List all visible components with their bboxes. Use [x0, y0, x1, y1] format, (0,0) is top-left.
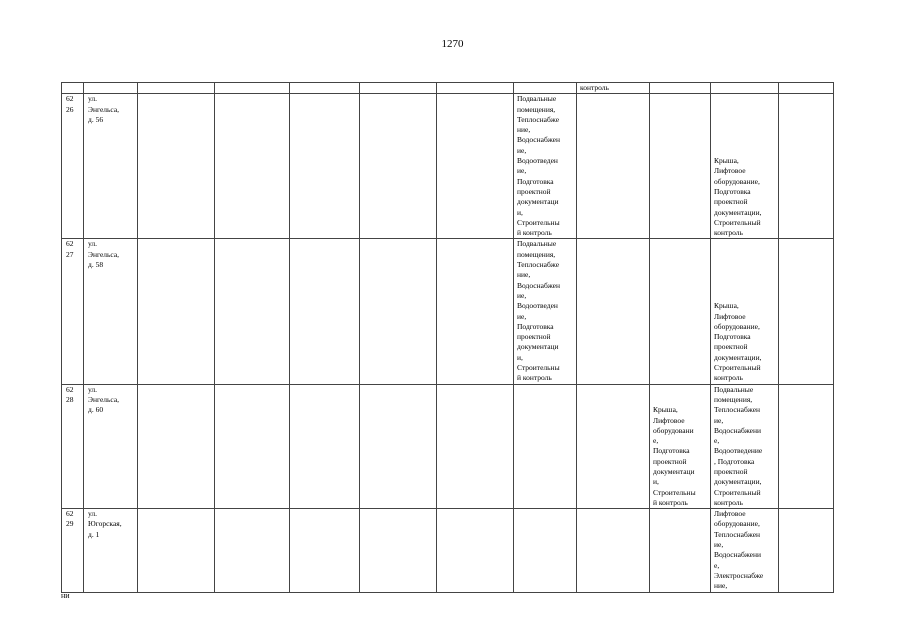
cell-work-list: Подвальные помещения, Теплоснабжен ие, Водоснабжени е, Водоотведение , Подготовка проектной документации, Строительный контроль: [711, 384, 779, 509]
cell-work-list: [514, 509, 577, 592]
table-row-continuation: [62, 83, 834, 94]
address-cell: ул. Энгельса, д. 60: [84, 384, 138, 509]
footer-note: ни: [61, 591, 70, 600]
cell-work-list: Крыша, Лифтовое оборудование, Подготовка проектной документации, Строительный контроль: [711, 94, 779, 239]
table-row: [62, 509, 834, 592]
cell-work-list: [650, 94, 711, 239]
cell-work-list: [650, 239, 711, 384]
cell-work-list: контроль: [577, 83, 650, 94]
cell-work-list: [577, 509, 650, 592]
cell-work-list: Крыша, Лифтовое оборудование, Подготовка проектной документации, Строительный контроль: [711, 239, 779, 384]
page-number: 1270: [441, 38, 464, 50]
cell-work-list: Лифтовое оборудование, Теплоснабжен ие, Водоснабжени е, Электроснабже ние,: [711, 509, 779, 592]
table-row: [62, 239, 834, 384]
cell-work-list: [650, 509, 711, 592]
cell-work-list: [514, 384, 577, 509]
cell-work-list: Подвальные помещения, Теплоснабже ние, Водоснабжен ие, Водоотведен ие, Подготовка проектной документаци и, Строительны й контроль: [514, 239, 577, 384]
cell-work-list: [577, 239, 650, 384]
cell-work-list: [577, 94, 650, 239]
table-row: [62, 94, 834, 239]
table-row: [62, 384, 834, 509]
row-number: 62 27: [62, 239, 84, 384]
cell-work-list: Подвальные помещения, Теплоснабже ние, Водоснабжен ие, Водоотведен ие, Подготовка проектной документаци и, Строительны й контроль: [514, 94, 577, 239]
address-cell: ул. Югорская, д. 1: [84, 509, 138, 592]
address-cell: ул. Энгельса, д. 58: [84, 239, 138, 384]
row-number: 62 29: [62, 509, 84, 592]
row-number: 62 28: [62, 384, 84, 509]
row-number: 62 26: [62, 94, 84, 239]
cell-work-list: Крыша, Лифтовое оборудовани е, Подготовка проектной документаци и, Строительны й контроль: [650, 384, 711, 509]
address-cell: ул. Энгельса, д. 56: [84, 94, 138, 239]
capital-repair-table: [61, 82, 834, 593]
cell-work-list: [577, 384, 650, 509]
